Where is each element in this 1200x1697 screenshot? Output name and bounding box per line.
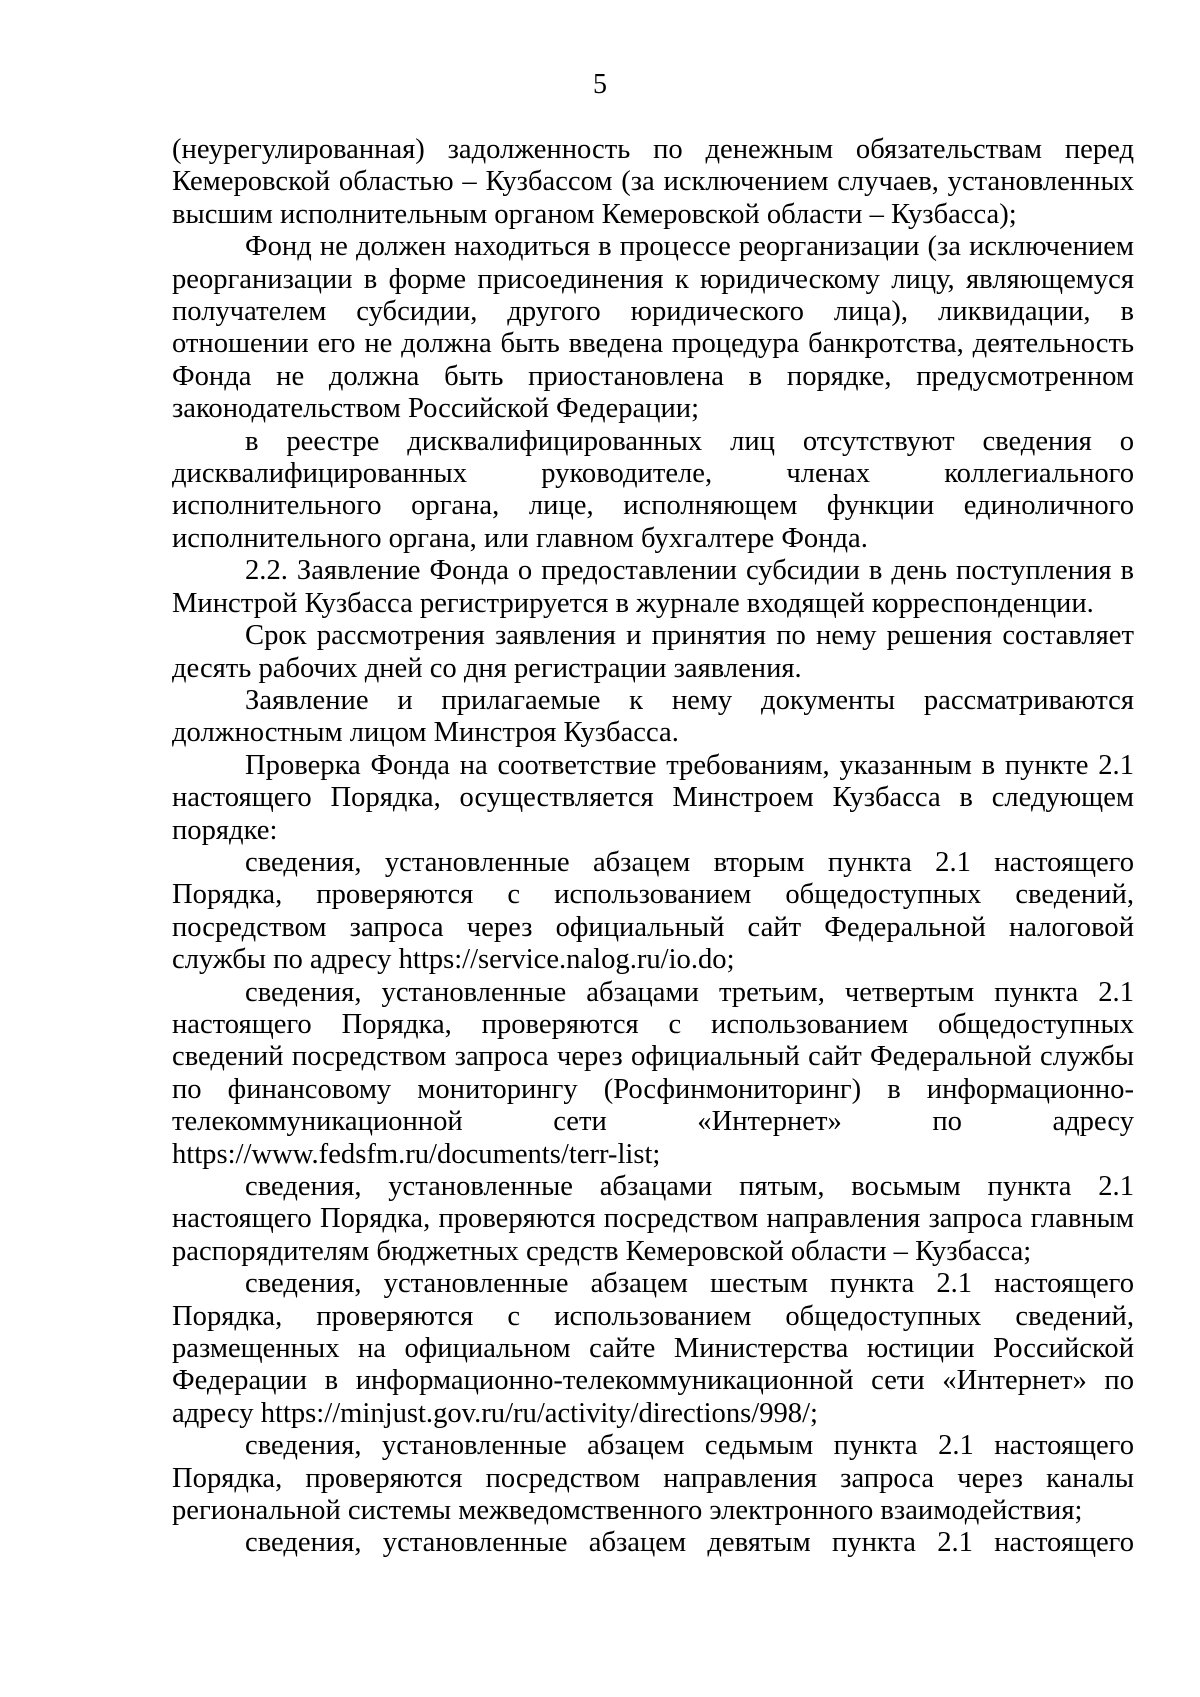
paragraph-check-budget-managers: сведения, установленные абзацами пятым, восьмым пункта 2.1 настоящего Порядка, проверяются посредством направления запроса главным распорядителям бюджетных средств Кемеровской области – Кузбасса; — [172, 1171, 1134, 1267]
page-number: 5 — [593, 69, 607, 100]
paragraph-2-2-application-registration: 2.2. Заявление Фонда о предоставлении субсидии в день поступления в Минстрой Кузбасса регистрируется в журнале входящей корреспонденции. — [172, 555, 1134, 619]
paragraph-check-rosfinmonitoring: сведения, установленные абзацами третьим, четвертым пункта 2.1 настоящего Порядка, проверяются с использованием общедоступных сведений посредством запроса через официальный сайт Федеральной службы по финансовому мониторингу (Росфинмониторинг) в информационно-телекоммуникационной сети «Интернет» по адресу https://www.fedsfm.ru/documents/terr-list; — [172, 976, 1134, 1170]
paragraph-check-interagency-system: сведения, установленные абзацем седьмым пункта 2.1 настоящего Порядка, проверяются посредством направления запроса через каналы региональной системы межведомственного электронного взаимодействия; — [172, 1430, 1134, 1527]
paragraph-disqualified-registry: в реестре дисквалифицированных лиц отсутствуют сведения о дисквалифицированных руководителе, членах коллегиального исполнительного органа, лице, исполняющем функции единоличного исполнительного органа, или главном бухгалтере Фонда. — [172, 425, 1134, 554]
paragraph-review-period: Срок рассмотрения заявления и принятия по нему решения составляет десять рабочих дней со дня регистрации заявления. — [172, 620, 1134, 684]
paragraph-check-minjust: сведения, установленные абзацем шестым пункта 2.1 настоящего Порядка, проверяются с использованием общедоступных сведений, размещенных на официальном сайте Министерства юстиции Российской Федерации в информационно-телекоммуникационной сети «Интернет» по адресу https://minjust.gov.ru/ru/activity/directions/998/; — [172, 1268, 1134, 1429]
paragraph-verification-procedure: Проверка Фонда на соответствие требованиям, указанным в пункте 2.1 настоящего Порядка, осуществляется Минстроем Кузбасса в следующем порядке: — [172, 749, 1134, 846]
paragraph-reorganization: Фонд не должен находиться в процессе реорганизации (за исключением реорганизации в форме присоединения к юридическому лицу, являющемуся получателем субсидии, другого юридического лица), ликвидации, в отношении его не должна быть введена процедура банкротства, деятельность Фонда не должна быть приостановлена в порядке, предусмотренном законодательством Российской Федерации; — [172, 231, 1134, 425]
document-body — [172, 134, 1134, 1560]
paragraph-debt-continuation: (неурегулированная) задолженность по денежным обязательствам перед Кемеровской областью – Кузбассом (за исключением случаев, установленных высшим исполнительным органом Кемеровской области – Кузбасса); — [172, 134, 1134, 230]
paragraph-check-ninth-clause: сведения, установленные абзацем девятым пункта 2.1 настоящего — [245, 1527, 1134, 1559]
paragraph-review-official: Заявление и прилагаемые к нему документы рассматриваются должностным лицом Минстроя Кузбасса. — [172, 684, 1134, 749]
paragraph-check-tax-service: сведения, установленные абзацем вторым пункта 2.1 настоящего Порядка, проверяются с использованием общедоступных сведений, посредством запроса через официальный сайт Федеральной налоговой службы по адресу https://service.nalog.ru/io.do; — [172, 846, 1134, 976]
